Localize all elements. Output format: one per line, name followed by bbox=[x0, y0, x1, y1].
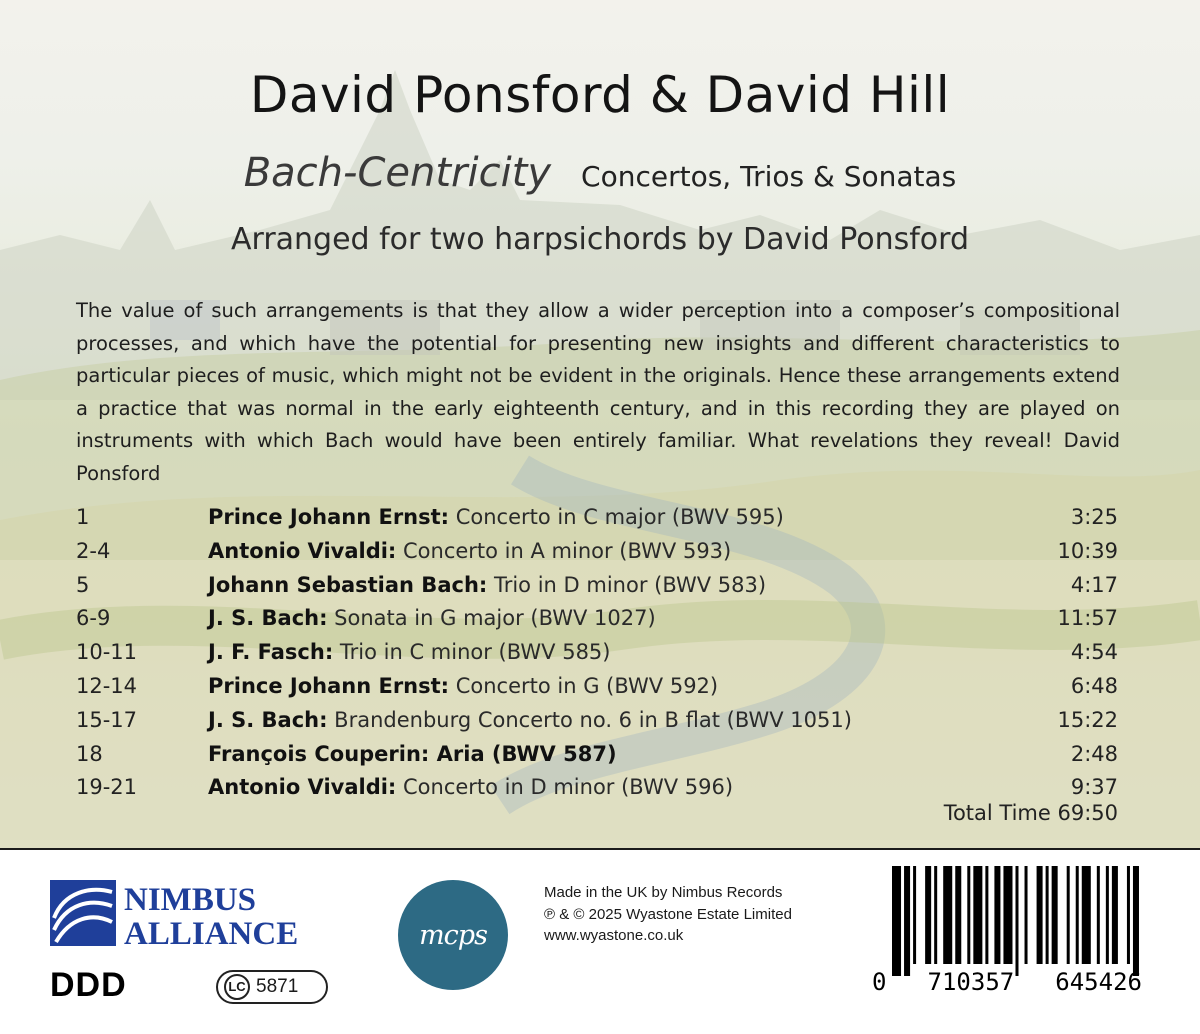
track-duration: 2:48 bbox=[1070, 741, 1118, 766]
track-number: 10-11 bbox=[76, 640, 138, 665]
track-work: Trio in D minor (BWV 583) bbox=[487, 572, 767, 597]
track-composer: J. S. Bach: bbox=[208, 606, 328, 631]
barcode-bar bbox=[1037, 866, 1043, 964]
track-duration: 6:48 bbox=[1070, 673, 1118, 698]
barcode-bar bbox=[925, 866, 931, 964]
track-list bbox=[76, 501, 1118, 805]
format-label: DDD bbox=[50, 966, 127, 1004]
track-duration: 9:37 bbox=[1070, 775, 1118, 800]
track-work: Concerto in G (BWV 592) bbox=[449, 673, 719, 698]
track-number: 18 bbox=[76, 741, 103, 766]
track-composer: Prince Johann Ernst: bbox=[208, 673, 450, 698]
barcode-digit-group: 0 bbox=[872, 968, 887, 996]
barcode-bar bbox=[1106, 866, 1109, 964]
barcode-bar bbox=[1133, 866, 1139, 976]
track-duration: 10:39 bbox=[1057, 538, 1118, 563]
track-number: 1 bbox=[76, 505, 90, 529]
label-code-number: 5871 bbox=[256, 976, 299, 997]
barcode-bar bbox=[1046, 866, 1049, 964]
barcode-bar bbox=[955, 866, 961, 964]
track-work: Concerto in A minor (BWV 593) bbox=[396, 538, 732, 563]
barcode-bar bbox=[1112, 866, 1118, 964]
track-number: 15-17 bbox=[76, 707, 138, 732]
barcode-bar bbox=[913, 866, 916, 964]
mcps-logo bbox=[398, 880, 508, 990]
barcode-bar bbox=[1127, 866, 1130, 964]
barcode-bar bbox=[1067, 866, 1070, 964]
track-work: Concerto in C major (BWV 595) bbox=[449, 505, 784, 529]
track-row bbox=[76, 501, 1118, 535]
track-number: 12-14 bbox=[76, 673, 138, 698]
track-duration: 15:22 bbox=[1057, 707, 1118, 732]
label-code-badge bbox=[216, 970, 328, 1004]
track-number: 19-21 bbox=[76, 775, 138, 800]
lc-icon: LC bbox=[224, 974, 250, 1000]
barcode-bar bbox=[973, 866, 982, 964]
track-work: Concerto in D minor (BWV 596) bbox=[396, 775, 734, 800]
publisher-line: Made in the UK by Nimbus Records bbox=[544, 884, 783, 901]
barcode-bar bbox=[904, 866, 910, 976]
track-row bbox=[76, 738, 1118, 772]
track-row bbox=[76, 602, 1118, 636]
logo-line-2: ALLIANCE bbox=[124, 916, 299, 948]
track-duration: 11:57 bbox=[1057, 606, 1118, 631]
artist-title: David Ponsford & David Hill bbox=[249, 66, 951, 124]
track-work: Trio in C minor (BWV 585) bbox=[333, 640, 611, 665]
publisher-info bbox=[544, 882, 792, 947]
track-number: 5 bbox=[76, 572, 90, 597]
barcode-bar bbox=[967, 866, 970, 964]
barcode-bar bbox=[892, 866, 901, 976]
track-row bbox=[76, 636, 1118, 670]
track-composer: Antonio Vivaldi: bbox=[208, 538, 397, 563]
album-subtitle: Concertos, Trios & Sonatas bbox=[581, 160, 957, 193]
barcode-icon bbox=[892, 866, 1142, 976]
track-composer: J. S. Bach: bbox=[208, 707, 328, 732]
logo-line-1: NIMBUS bbox=[124, 882, 257, 918]
album-title-row bbox=[0, 150, 1200, 196]
track-row bbox=[76, 535, 1118, 569]
barcode-bar bbox=[1003, 866, 1012, 964]
barcode-bar bbox=[943, 866, 952, 964]
track-work: Sonata in G major (BWV 1027) bbox=[327, 606, 656, 631]
track-row bbox=[76, 569, 1118, 603]
liner-note-paragraph: The value of such arrangements is that they allow a wider perception into a composer’s compositional processes, and which have the potential for presenting new insights and different characteristics to particular pieces of music, which might not be evident in the originals. Hence these arrangements extend a practice that was normal in the early eighteenth century, and in this recording they are played on instruments with which Bach would have been entirely familiar. What revelations they reveal! David Ponsford bbox=[76, 299, 1120, 485]
track-composer: Antonio Vivaldi: bbox=[208, 775, 397, 800]
divider-rule bbox=[0, 848, 1200, 850]
track-composer: François Couperin: Aria (BWV 587) bbox=[208, 741, 617, 766]
track-duration: 4:17 bbox=[1070, 572, 1118, 597]
track-duration: 4:54 bbox=[1070, 640, 1118, 665]
barcode-bar bbox=[985, 866, 988, 964]
track-composer: J. F. Fasch: bbox=[208, 640, 334, 665]
barcode-bar bbox=[1082, 866, 1091, 964]
barcode-bar bbox=[1015, 866, 1018, 976]
barcode-number bbox=[872, 968, 1142, 996]
album-title: Bach-Centricity bbox=[243, 150, 552, 196]
mcps-text: mcps bbox=[419, 919, 487, 951]
website-link[interactable]: www.wyastone.co.uk bbox=[544, 927, 684, 944]
copyright-line: ℗ & © 2025 Wyastone Estate Limited bbox=[544, 905, 792, 923]
arranged-by-line: Arranged for two harpsichords by David Ponsford bbox=[230, 222, 969, 257]
barcode-bar bbox=[994, 866, 1000, 964]
track-duration: 3:25 bbox=[1070, 505, 1118, 529]
nimbus-alliance-logo bbox=[50, 878, 340, 948]
track-work: Brandenburg Concerto no. 6 in B flat (BWV 1051) bbox=[327, 707, 852, 732]
barcode-bar bbox=[1025, 866, 1028, 964]
barcode-bar bbox=[1052, 866, 1058, 964]
track-row bbox=[76, 670, 1118, 704]
barcode-bar bbox=[934, 866, 937, 964]
barcode-digit-group: 645426 bbox=[1055, 968, 1142, 996]
track-row bbox=[76, 704, 1118, 738]
barcode-digit-group: 710357 bbox=[927, 968, 1015, 996]
total-time: Total Time 69:50 bbox=[943, 801, 1118, 825]
track-composer: Johann Sebastian Bach: bbox=[208, 572, 488, 597]
barcode-bar bbox=[1097, 866, 1100, 964]
track-number: 2-4 bbox=[76, 538, 111, 563]
barcode-bar bbox=[1076, 866, 1079, 964]
track-composer: Prince Johann Ernst: bbox=[208, 505, 450, 529]
track-number: 6-9 bbox=[76, 606, 111, 631]
